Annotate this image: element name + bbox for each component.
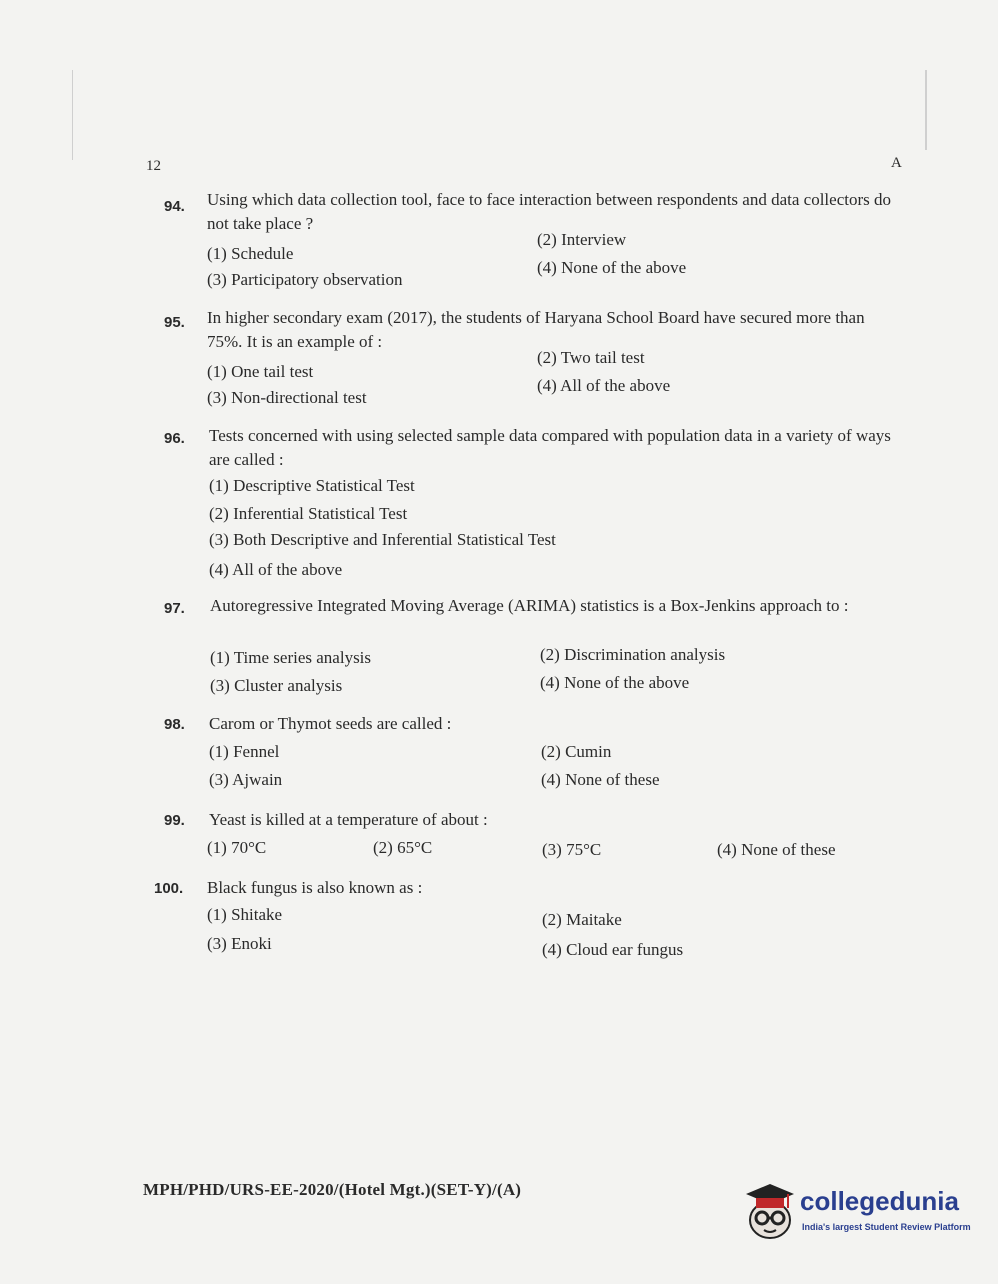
option: (2) Discrimination analysis (540, 645, 726, 664)
option: (3) Non-directional test (207, 388, 367, 407)
option: (4) None of these (541, 770, 660, 789)
mascot-icon (742, 1180, 798, 1248)
question-text: Tests concerned with using selected sample data compared with population data in a variety of ways are called : (209, 426, 891, 469)
question-text: Yeast is killed at a temperature of about : (209, 810, 488, 829)
option: (2) Maitake (542, 910, 622, 929)
question-number: 100. (154, 880, 184, 897)
option: (3) Participatory observation (207, 270, 403, 289)
collegedunia-logo (742, 1180, 972, 1248)
scan-edge-right (925, 70, 927, 150)
question-text: Carom or Thymot seeds are called : (209, 714, 452, 733)
question-number: 97. (164, 600, 185, 617)
option: (4) None of these (717, 840, 836, 859)
option: (4) None of the above (540, 673, 690, 692)
question-number: 94. (164, 198, 185, 215)
option: (3) 75°C (542, 840, 602, 859)
option: (2) 65°C (373, 838, 433, 857)
option: (2) Cumin (541, 742, 612, 761)
question-number: 96. (164, 430, 185, 447)
option: (4) All of the above (537, 376, 671, 395)
scan-edge-left (72, 70, 73, 160)
option: (3) Both Descriptive and Inferential Statistical Test (209, 530, 556, 549)
option: (2) Two tail test (537, 348, 645, 367)
question-number: 98. (164, 716, 185, 733)
option: (1) Fennel (209, 742, 280, 761)
option: (4) None of the above (537, 258, 687, 277)
question-text: Autoregressive Integrated Moving Average (ARIMA) statistics is a Box-Jenkins approach to : (210, 596, 849, 615)
question-text: In higher secondary exam (2017), the students of Haryana School Board have secured more than 75%. It is an example of : (207, 308, 865, 351)
page-number: 12 (146, 158, 161, 174)
option: (3) Cluster analysis (210, 676, 343, 695)
option: (1) One tail test (207, 362, 314, 381)
option: (1) Time series analysis (210, 648, 372, 667)
logo-name: collegedunia (800, 1186, 959, 1216)
option: (1) Descriptive Statistical Test (209, 476, 415, 495)
option: (4) Cloud ear fungus (542, 940, 684, 959)
question-text: Black fungus is also known as : (207, 878, 423, 897)
option: (3) Ajwain (209, 770, 283, 789)
option: (1) Shitake (207, 905, 283, 924)
option: (2) Interview (537, 230, 627, 249)
option: (1) Schedule (207, 244, 294, 263)
question-text: Using which data collection tool, face to face interaction between respondents and data collectors do not take place ? (207, 190, 891, 233)
paper-code: MPH/PHD/URS-EE-2020/(Hotel Mgt.)(SET-Y)/(A) (143, 1180, 522, 1199)
question-number: 95. (164, 314, 185, 331)
option: (1) 70°C (207, 838, 267, 857)
option: (3) Enoki (207, 934, 272, 953)
logo-tagline: India's largest Student Review Platform (802, 1222, 971, 1232)
option: (2) Inferential Statistical Test (209, 504, 408, 523)
question-number: 99. (164, 812, 185, 829)
set-letter: A (891, 155, 902, 171)
option: (4) All of the above (209, 560, 343, 579)
